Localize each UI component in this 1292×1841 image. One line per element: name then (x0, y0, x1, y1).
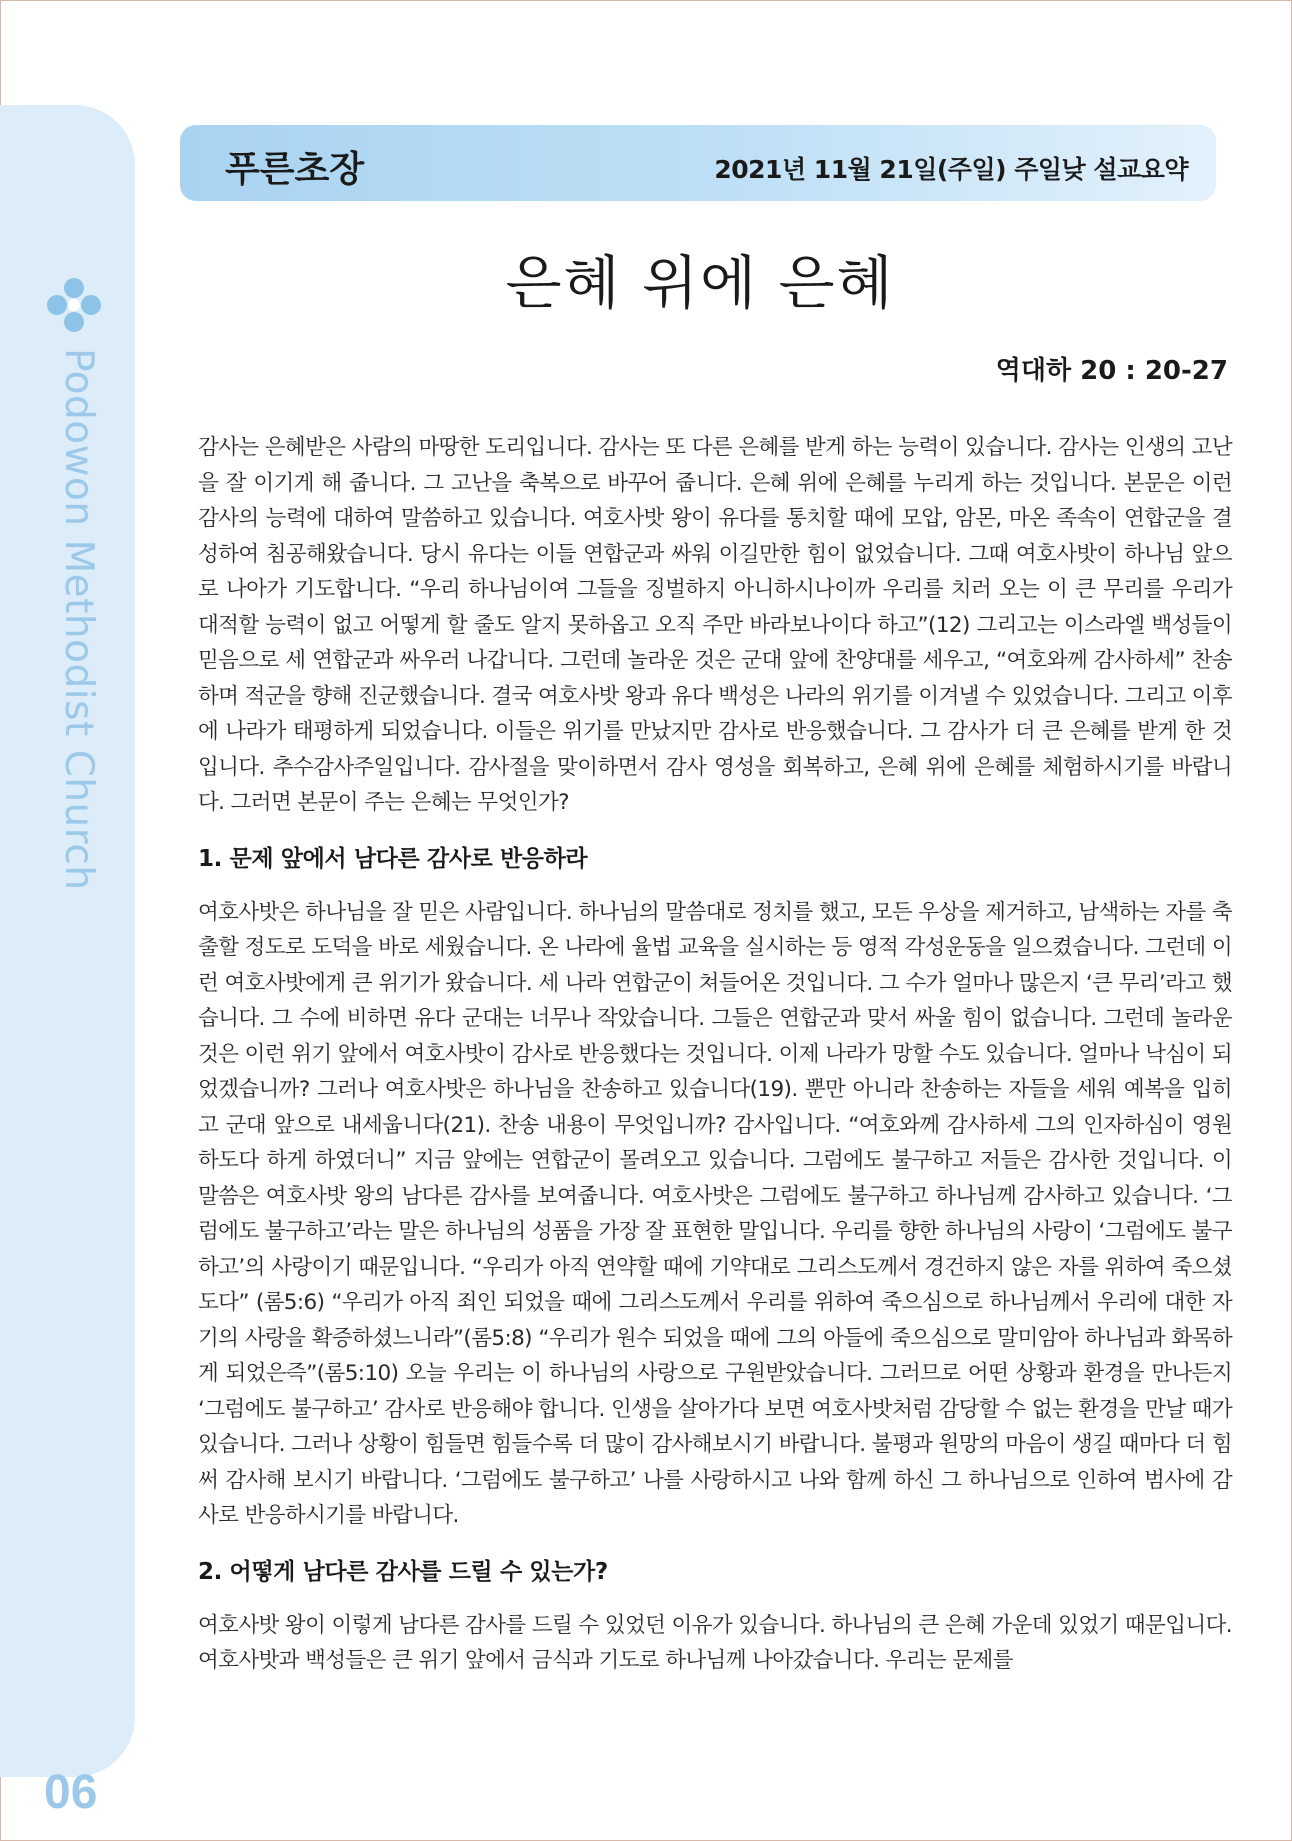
sidebar (0, 105, 135, 1819)
section2-paragraph: 여호사밧 왕이 이렇게 남다른 감사를 드릴 수 있었던 이유가 있습니다. 하나님의 큰 은혜 가운데 있었기 때문입니다. 여호사밧과 백성들은 큰 위기 앞에서 금식과 기도로 하나님께 나아갔습니다. 우리는 문제를 (198, 1612, 1232, 1673)
sermon-body (198, 430, 1232, 1679)
header-band (180, 125, 1216, 201)
intro-paragraph: 감사는 은혜받은 사람의 마땅한 도리입니다. 감사는 또 다른 은혜를 받게 하는 능력이 있습니다. 감사는 인생의 고난을 잘 이기게 해 줍니다. 그 고난을 축복으로 바꾸어 줍니다. 은혜 위에 은혜를 누리게 하는 것입니다. 본문은 이런 감사의 능력에 대하여 말씀하고 있습니다. 여호사밧 왕이 유다를 통치할 때에 모압, 암몬, 마온 족속이 연합군을 결성하여 침공해왔습니다. 당시 유다는 이들 연합군과 싸워 이길만한 힘이 없었습니다. 그때 여호사밧이 하나님 앞으로 나아가 기도합니다. “우리 하나님이여 그들을 징벌하지 아니하시나이까 우리를 치러 오는 이 큰 무리를 우리가 대적할 능력이 없고 어떻게 할 줄도 알지 못하옵고 오직 주만 바라보나이다 하고”(12) 그리고는 이스라엘 백성들이 믿음으로 세 연합군과 싸우러 나갑니다. 그런데 놀라운 것은 군대 앞에 찬양대를 세우고, “여호와께 감사하세” 찬송하며 적군을 향해 진군했습니다. 결국 여호사밧 왕과 유다 백성은 나라의 위기를 이겨낼 수 있었습니다. 그리고 이후에 나라가 태평하게 되었습니다. 이들은 위기를 만났지만 감사로 반응했습니다. 그 감사가 더 큰 은혜를 받게 한 것입니다. 추수감사주일입니다. 감사절을 맞이하면서 감사 영성을 회복하고, 은혜 위에 은혜를 체험하시기를 바랍니다. 그러면 본문이 주는 은혜는 무엇인가? (198, 435, 1232, 815)
section-name: 푸른초장 (225, 149, 365, 190)
sermon-title: 은혜 위에 은혜 (505, 249, 895, 317)
church-name: Podowon Methodist Church (56, 348, 101, 891)
section2-heading: 2. 어떻게 남다른 감사를 드릴 수 있는가? (198, 1558, 608, 1585)
sermon-date: 2021년 11월 21일(주일) 주일낮 설교요약 (714, 155, 1188, 184)
page-number: 06 (44, 1766, 98, 1819)
scripture-reference: 역대하 20 : 20-27 (995, 356, 1228, 386)
section1-heading: 1. 문제 앞에서 남다른 감사로 반응하라 (198, 845, 588, 872)
section1-paragraph: 여호사밧은 하나님을 잘 믿은 사람입니다. 하나님의 말씀대로 정치를 했고, 모든 우상을 제거하고, 남색하는 자를 축출할 정도로 도덕을 바로 세웠습니다. 온 나라에 율법 교육을 실시하는 등 영적 각성운동을 일으켰습니다. 그런데 이런 여호사밧에게 큰 위기가 왔습니다. 세 나라 연합군이 쳐들어온 것입니다. 그 수가 얼마나 많은지 ‘큰 무리’라고 했습니다. 그 수에 비하면 유다 군대는 너무나 작았습니다. 그들은 연합군과 맞서 싸울 힘이 없습니다. 그런데 놀라운 것은 이런 위기 앞에서 여호사밧이 감사로 반응했다는 것입니다. 이제 나라가 망할 수도 있습니다. 얼마나 낙심이 되었겠습니까? 그러나 여호사밧은 하나님을 찬송하고 있습니다(19). 뿐만 아니라 찬송하는 자들을 세워 예복을 입히고 군대 앞으로 내세웁니다(21). 찬송 내용이 무엇입니까? 감사입니다. “여호와께 감사하세 그의 인자하심이 영원하도다 하게 하였더니” 지금 앞에는 연합군이 몰려오고 있습니다. 그럼에도 불구하고 저들은 감사한 것입니다. 이 말씀은 여호사밧 왕의 남다른 감사를 보여줍니다. 여호사밧은 그럼에도 불구하고 하나님께 감사하고 있습니다. ‘그럼에도 불구하고’라는 말은 하나님의 성품을 가장 잘 표현한 말입니다. 우리를 향한 하나님의 사랑이 ‘그럼에도 불구하고’의 사랑이기 때문입니다. “우리가 아직 연약할 때에 기약대로 그리스도께서 경건하지 않은 자를 위하여 죽으셨도다” (롬5:6) “우리가 아직 죄인 되었을 때에 그리스도께서 우리를 위하여 죽으심으로 하나님께서 우리에 대한 자기의 사랑을 확증하셨느니라”(롬5:8) “우리가 원수 되었을 때에 그의 아들에 죽으심으로 말미암아 하나님과 화목하게 되었은즉”(롬5:10) 오늘 우리는 이 하나님의 사랑으로 구원받았습니다. 그러므로 어떤 상황과 환경을 만나든지 ‘그럼에도 불구하고’ 감사로 반응해야 합니다. 인생을 살아가다 보면 여호사밧처럼 감당할 수 없는 환경을 만날 때가 있습니다. 그러나 상황이 힘들면 힘들수록 더 많이 감사해보시기 바랍니다. 불평과 원망의 마음이 생길 때마다 더 힘써 감사해 보시기 바랍니다. ‘그럼에도 불구하고’ 나를 사랑하시고 나와 함께 하신 그 하나님으로 인하여 범사에 감사로 반응하시기를 바랍니다. (198, 899, 1232, 1528)
cross-flower-icon (46, 277, 102, 333)
